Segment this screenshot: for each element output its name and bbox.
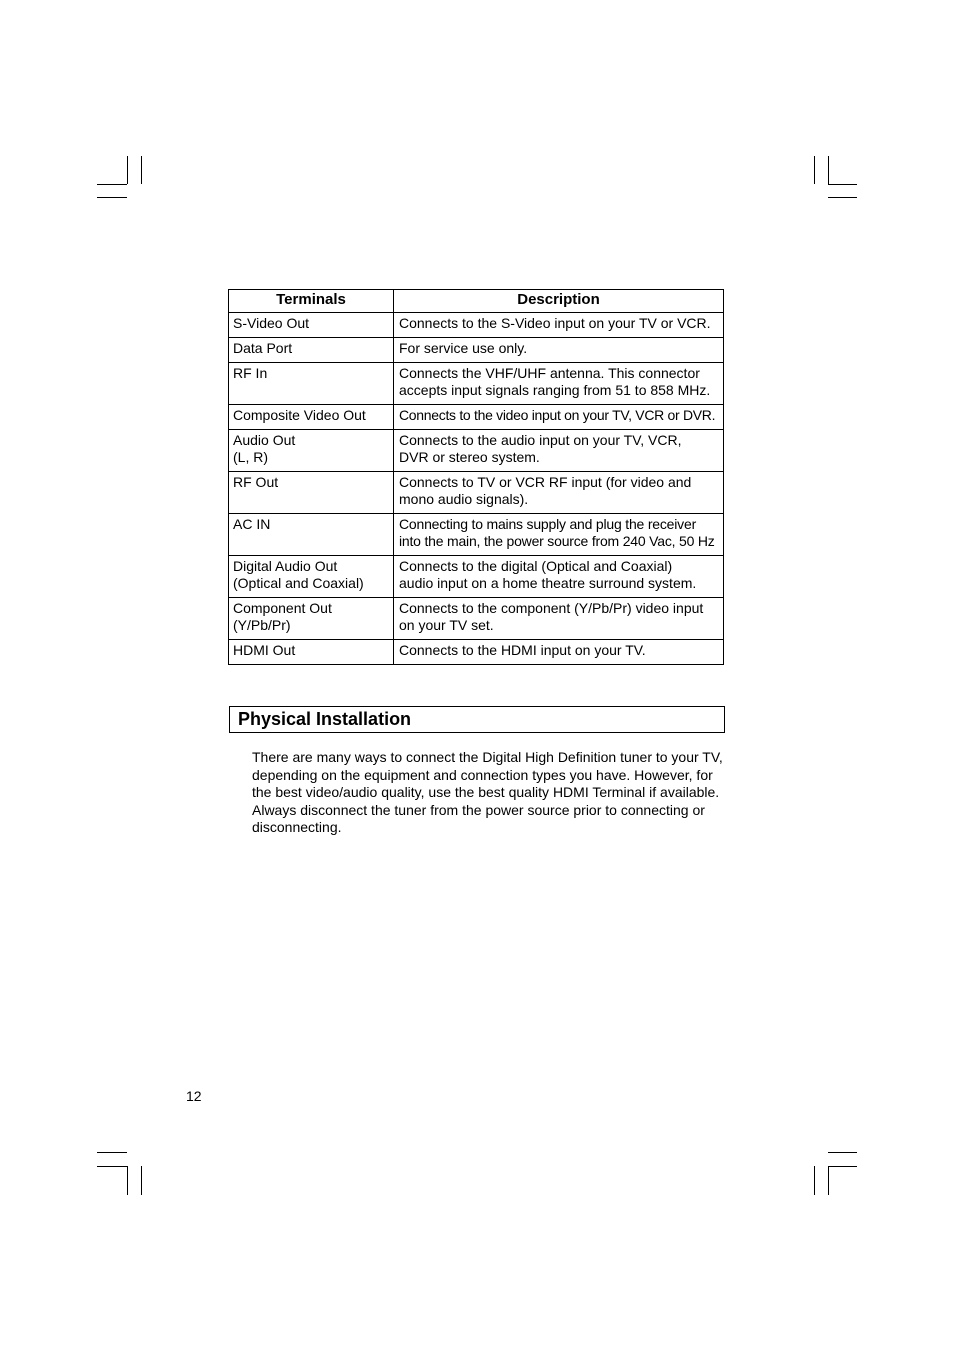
terminal-cell: Digital Audio Out (Optical and Coaxial) [229,556,394,598]
terminals-table [228,289,724,665]
terminal-cell: Composite Video Out [229,405,394,430]
section-heading: Physical Installation [229,706,725,733]
description-cell: Connects to the component (Y/Pb/Pr) video input on your TV set. [394,598,724,640]
table-row [229,363,724,405]
crop-mark [814,1166,815,1195]
table-row [229,338,724,363]
crop-mark [141,156,142,184]
table-row [229,472,724,514]
table-header-row [229,290,724,313]
table-row [229,405,724,430]
terminal-cell: Component Out (Y/Pb/Pr) [229,598,394,640]
description-cell: Connecting to mains supply and plug the receiver into the main, the power source from 240 Vac, 50 Hz [394,514,724,556]
table-row [229,640,724,665]
table-row [229,514,724,556]
terminal-cell: RF In [229,363,394,405]
description-cell: Connects to the audio input on your TV, VCR, DVR or stereo system. [394,430,724,472]
crop-mark [828,156,829,184]
description-cell: Connects to the S-Video input on your TV or VCR. [394,313,724,338]
description-cell: Connects to the HDMI input on your TV. [394,640,724,665]
terminal-cell: S-Video Out [229,313,394,338]
crop-mark [828,197,857,198]
terminal-cell: RF Out [229,472,394,514]
crop-mark [828,1166,857,1167]
column-header-terminals: Terminals [229,290,394,313]
crop-mark [141,1166,142,1195]
column-header-description: Description [394,290,724,313]
crop-mark [814,156,815,184]
crop-mark [97,1166,127,1167]
terminal-cell: Data Port [229,338,394,363]
terminal-cell: Audio Out (L, R) [229,430,394,472]
table-row [229,430,724,472]
description-cell: Connects to the video input on your TV, VCR or DVR. [394,405,724,430]
crop-mark [828,184,857,185]
page-number: 12 [186,1088,202,1104]
table-row [229,313,724,338]
crop-mark [127,156,128,184]
crop-mark [828,1166,829,1195]
terminal-cell: AC IN [229,514,394,556]
description-cell: For service use only. [394,338,724,363]
table-row [229,598,724,640]
crop-mark [127,1166,128,1195]
crop-mark [97,197,127,198]
description-cell: Connects the VHF/UHF antenna. This connector accepts input signals ranging from 51 to 858 MHz. [394,363,724,405]
crop-mark [97,1152,127,1153]
description-cell: Connects to TV or VCR RF input (for video and mono audio signals). [394,472,724,514]
description-cell: Connects to the digital (Optical and Coaxial) audio input on a home theatre surround system. [394,556,724,598]
crop-mark [828,1152,857,1153]
crop-mark [97,184,127,185]
table-row [229,556,724,598]
terminal-cell: HDMI Out [229,640,394,665]
body-paragraph: There are many ways to connect the Digital High Definition tuner to your TV, depending on the equipment and connection types you have. However, for the best video/audio quality, use the best quality HDMI Terminal if available. Always disconnect the tuner from the power source prior to connecting or disconnecting. [252,749,723,835]
